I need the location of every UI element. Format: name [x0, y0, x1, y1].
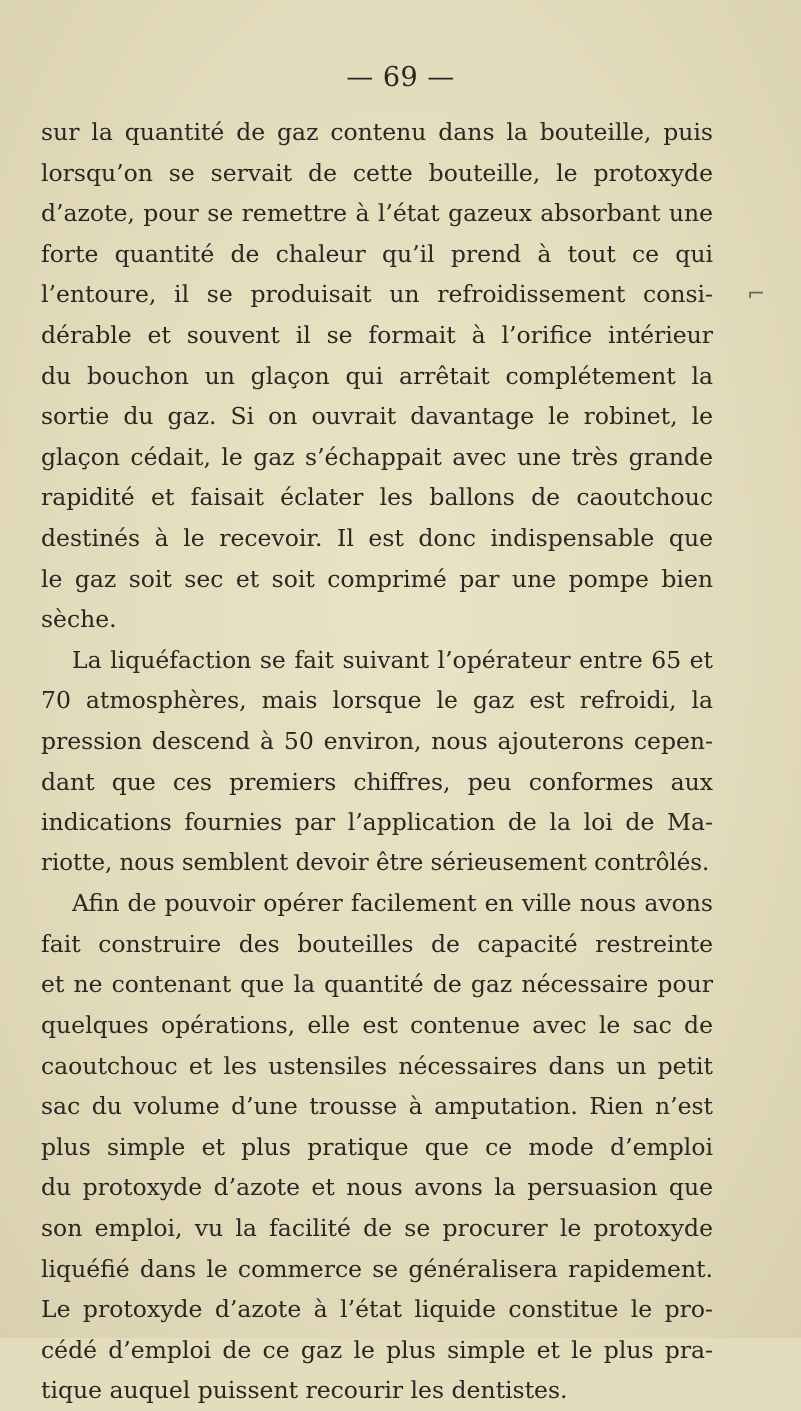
paragraph-end-line: sèche.	[41, 605, 117, 634]
text-line: l’entoure, il se produisait un refroidissement consi-	[41, 280, 713, 309]
body-text	[41, 112, 713, 1411]
text-line: sortie du gaz. Si on ouvrait davantage le robinet, le	[41, 402, 713, 431]
paragraph-start-line: Afin de pouvoir opérer facilement en ville nous avons	[72, 889, 713, 918]
paragraph-end-line: tique auquel puissent recourir les dentistes.	[41, 1376, 568, 1405]
text-line: plus simple et plus pratique que ce mode d’emploi	[41, 1132, 713, 1161]
text-line: d’azote, pour se remettre à l’état gazeux absorbant une	[41, 199, 713, 228]
paragraph-end-line: riotte, nous semblent devoir être sérieusement contrôlés.	[41, 849, 710, 876]
text-line: lorsqu’on se servait de cette bouteille, le protoxyde	[41, 158, 713, 187]
text-line: quelques opérations, elle est contenue avec le sac de	[41, 1011, 713, 1040]
text-line: rapidité et faisait éclater les ballons de caoutchouc	[41, 483, 713, 512]
text-line: dérable et souvent il se formait à l’orifice intérieur	[41, 320, 713, 349]
text-line: indications fournies par l’application de la loi de Ma-	[41, 808, 713, 837]
text-line: sur la quantité de gaz contenu dans la bouteille, puis	[41, 118, 713, 146]
text-line: du bouchon un glaçon qui arrêtait complétement la	[41, 361, 713, 390]
text-line: du protoxyde d’azote et nous avons la persuasion que	[41, 1173, 713, 1202]
text-line: liquéfié dans le commerce se généralisera rapidement.	[41, 1254, 713, 1283]
text-line: son emploi, vu la facilité de se procurer le protoxyde	[41, 1214, 713, 1243]
text-line: glaçon cédait, le gaz s’échappait avec une très grande	[41, 442, 713, 471]
text-line: sac du volume d’une trousse à amputation. Rien n’est	[41, 1092, 713, 1121]
text-line: le gaz soit sec et soit comprimé par une pompe bien	[41, 564, 713, 593]
text-line: fait construire des bouteilles de capacité restreinte	[41, 929, 713, 958]
text-line: Le protoxyde d’azote à l’état liquide constitue le pro-	[41, 1295, 713, 1324]
margin-pencil-mark: ⌐	[747, 282, 766, 307]
page-number: — 69 —	[346, 62, 455, 93]
text-line: dant que ces premiers chiffres, peu conformes aux	[41, 767, 713, 796]
text-line: caoutchouc et les ustensiles nécessaires dans un petit	[41, 1051, 713, 1080]
text-line: 70 atmosphères, mais lorsque le gaz est refroidi, la	[41, 686, 713, 715]
text-line: pression descend à 50 environ, nous ajouterons cepen-	[41, 726, 713, 755]
paragraph-start-line: La liquéfaction se fait suivant l’opérateur entre 65 et	[72, 645, 713, 674]
text-line: cédé d’emploi de ce gaz le plus simple et le plus pra-	[41, 1335, 713, 1364]
text-line: forte quantité de chaleur qu’il prend à tout ce qui	[41, 239, 713, 268]
text-line: destinés à le recevoir. Il est donc indispensable que	[41, 523, 713, 552]
text-line: et ne contenant que la quantité de gaz nécessaire pour	[41, 970, 713, 999]
